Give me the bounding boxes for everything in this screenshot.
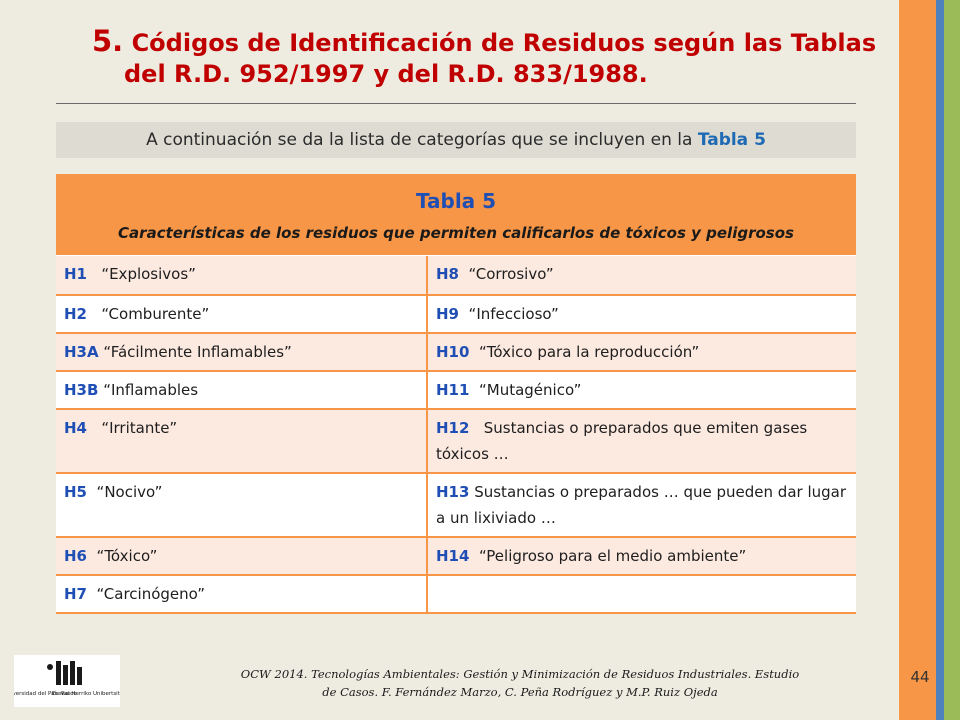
- hazard-code: H5: [64, 483, 87, 501]
- table-row: [56, 334, 856, 372]
- hazard-label: Sustancias o preparados … que pueden dar lugar a un lixiviado …: [436, 483, 846, 527]
- slide-title-line1: Códigos de Identificación de Residuos según las Tablas: [131, 29, 877, 57]
- table-cell-left: [56, 576, 428, 612]
- hazard-label: “Infeccioso”: [468, 305, 559, 323]
- hazard-label: “Corrosivo”: [468, 265, 554, 283]
- side-stripe-blue: [936, 0, 944, 720]
- table-cell-left: [56, 334, 428, 370]
- footer-citation: [230, 665, 810, 701]
- hazard-label: “Tóxico para la reproducción”: [478, 343, 700, 361]
- hazard-code: H4: [64, 419, 87, 437]
- hazard-code: H12: [436, 419, 470, 437]
- hazard-label: “Nocivo”: [96, 483, 163, 501]
- hazard-code: H3B: [64, 381, 99, 399]
- table-header: [56, 174, 856, 256]
- table-cell-right: [428, 576, 856, 612]
- table-cell-left: [56, 410, 428, 472]
- table-row: [56, 576, 856, 614]
- table-row: [56, 256, 856, 296]
- table-cell-right: [428, 372, 856, 408]
- intro-banner: [56, 122, 856, 158]
- hazard-label: “Irritante”: [101, 419, 178, 437]
- table-row: [56, 538, 856, 576]
- table-cell-right: [428, 334, 856, 370]
- intro-text: A continuación se da la lista de categorías que se incluyen en la: [146, 130, 698, 150]
- table-row: [56, 410, 856, 474]
- logo-text-right: Euskal Herriko Unibertsit: [51, 691, 120, 697]
- logo-text-left: versidad del País Vasco: [14, 691, 77, 697]
- table-row: [56, 474, 856, 538]
- hazard-label: “Mutagénico”: [478, 381, 582, 399]
- hazard-label: “Fácilmente Inflamables”: [103, 343, 292, 361]
- hazard-code: H1: [64, 265, 87, 283]
- footer-line1: OCW 2014. Tecnologías Ambientales: Gestión y Minimización de Residuos Industriales. Estudio: [240, 667, 800, 681]
- table-cell-left: [56, 372, 428, 408]
- hazard-label: “Tóxico”: [96, 547, 158, 565]
- hazard-code: H3A: [64, 343, 99, 361]
- hazard-code: H13: [436, 483, 470, 501]
- hazard-label: “Inflamables: [103, 381, 199, 399]
- hazard-code: H8: [436, 265, 459, 283]
- table-cell-right: [428, 256, 856, 294]
- table-cell-right: [428, 410, 856, 472]
- hazard-label: “Comburente”: [101, 305, 210, 323]
- hazard-code: H9: [436, 305, 459, 323]
- hazard-code: H6: [64, 547, 87, 565]
- table-cell-right: [428, 296, 856, 332]
- page-number: 44: [910, 668, 930, 686]
- university-logo-mark: [14, 655, 120, 707]
- side-stripe-orange: [899, 0, 936, 720]
- table-cell-left: [56, 474, 428, 536]
- hazard-code: H2: [64, 305, 87, 323]
- hazard-code: H11: [436, 381, 470, 399]
- hazard-label: Sustancias o preparados que emiten gases tóxicos …: [436, 419, 808, 463]
- table-cell-right: [428, 538, 856, 574]
- intro-highlight: Tabla 5: [697, 130, 766, 150]
- table-row: [56, 372, 856, 410]
- hazard-label: “Explosivos”: [101, 265, 196, 283]
- title-divider: [56, 103, 856, 104]
- table-title: Tabla 5: [415, 189, 497, 213]
- hazard-label: “Peligroso para el medio ambiente”: [478, 547, 747, 565]
- hazard-table: [56, 174, 856, 614]
- side-stripe-green: [944, 0, 960, 720]
- table-cell-right: [428, 474, 856, 536]
- hazard-code: H7: [64, 585, 87, 603]
- footer-line2: de Casos. F. Fernández Marzo, C. Peña Rodríguez y M.P. Ruiz Ojeda: [322, 685, 718, 699]
- slide-title-line2: del R.D. 952/1997 y del R.D. 833/1988.: [124, 60, 648, 88]
- table-row: [56, 296, 856, 334]
- table-cell-left: [56, 296, 428, 332]
- slide-title-number: 5.: [92, 24, 124, 58]
- hazard-code: H10: [436, 343, 470, 361]
- slide-title: [92, 26, 882, 90]
- hazard-label: “Carcinógeno”: [96, 585, 206, 603]
- table-cell-left: [56, 538, 428, 574]
- university-logo: [14, 655, 120, 707]
- table-subtitle: Características de los residuos que permiten calificarlos de tóxicos y peligrosos: [118, 224, 794, 242]
- table-cell-left: [56, 256, 428, 294]
- hazard-code: H14: [436, 547, 470, 565]
